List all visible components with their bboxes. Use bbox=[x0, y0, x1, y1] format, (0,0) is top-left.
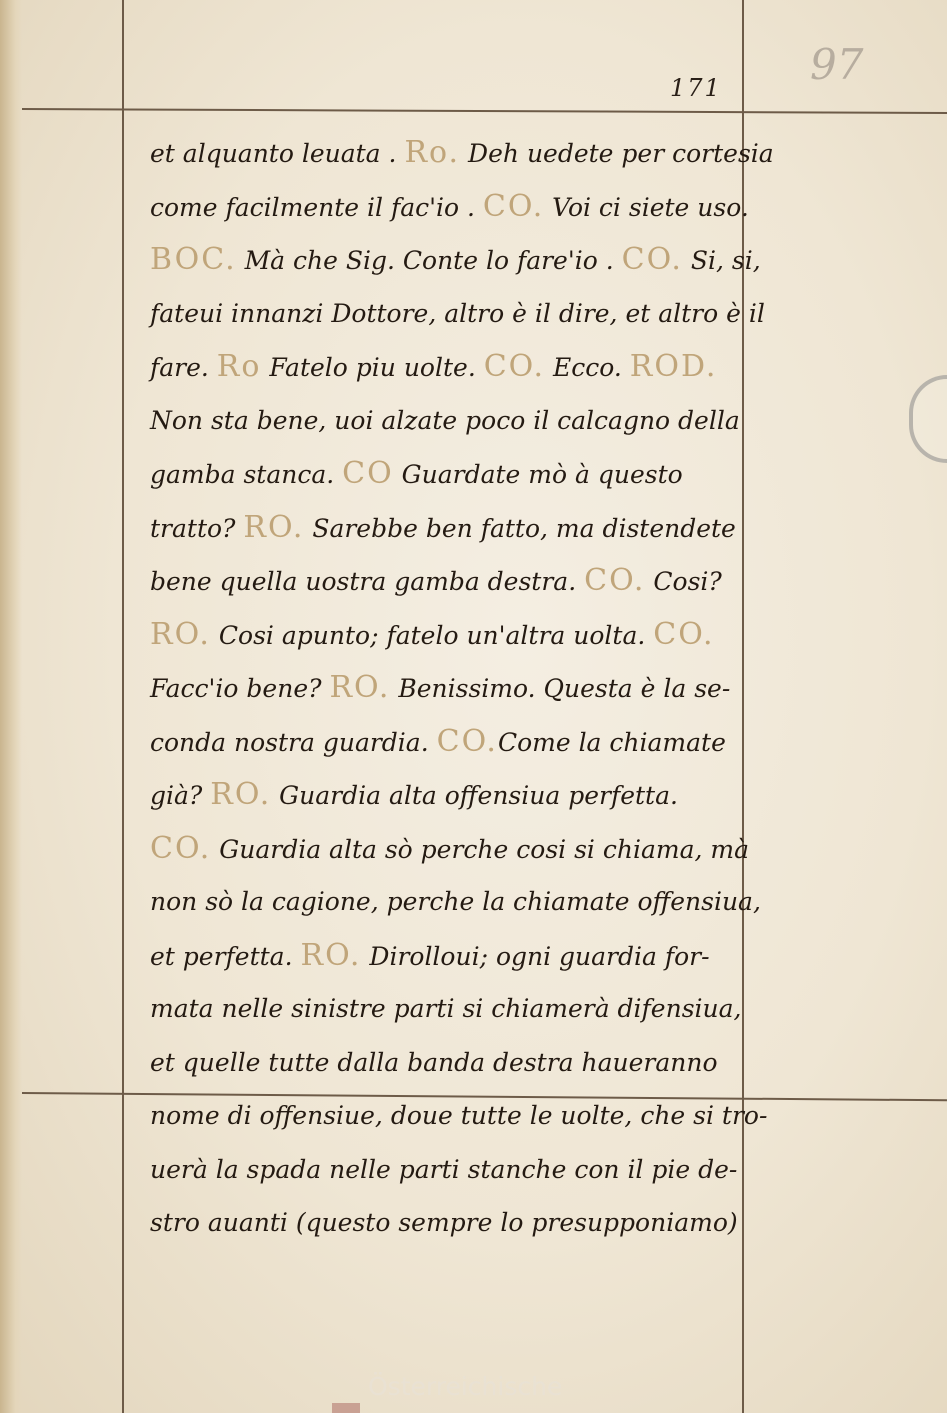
line-text: et perfetta. bbox=[150, 941, 301, 971]
text-line bbox=[150, 929, 740, 983]
pencil-folio-number: 97 bbox=[810, 40, 864, 89]
speaker-abbreviation: RO. bbox=[243, 509, 305, 545]
line-text: et alquanto leuata . bbox=[150, 139, 405, 168]
text-line bbox=[150, 1196, 740, 1250]
line-text: mata nelle sinistre parti si chiamerà difensiua, bbox=[150, 994, 742, 1023]
text-line bbox=[150, 982, 740, 1036]
speaker-abbreviation: CO bbox=[342, 456, 394, 491]
text-line bbox=[150, 661, 740, 715]
line-text: gamba stanca. bbox=[150, 460, 343, 489]
line-text: nome di offensiue, doue tutte le uolte, che si tro- bbox=[150, 1101, 768, 1130]
line-text: bene quella uostra gamba destra. bbox=[150, 567, 585, 596]
text-line bbox=[150, 340, 740, 394]
speaker-abbreviation: CO. bbox=[436, 723, 498, 759]
speaker-abbreviation: RO. bbox=[210, 777, 272, 812]
line-text: Guardia alta offensiua perfetta. bbox=[271, 781, 678, 810]
line-text: Facc'io bene? bbox=[150, 674, 330, 703]
text-line bbox=[150, 180, 749, 234]
text-line bbox=[150, 554, 740, 608]
text-line bbox=[150, 126, 774, 180]
line-text: et quelle tutte dalla banda destra haueranno bbox=[150, 1047, 718, 1077]
speaker-abbreviation: RO. bbox=[150, 616, 211, 652]
text-line bbox=[150, 287, 765, 341]
line-text: Non sta bene, uoi alzate poco il calcagno della bbox=[150, 405, 740, 435]
line-text: Si, si, bbox=[682, 246, 761, 275]
speaker-abbreviation: RO. bbox=[300, 937, 362, 973]
text-line bbox=[150, 1036, 740, 1090]
line-text: fare. bbox=[150, 353, 217, 382]
line-text: fateui innanzi Dottore, altro è il dire, et altro è il bbox=[150, 298, 765, 328]
line-text: uerà la spada nelle parti stanche con il pie de- bbox=[150, 1154, 738, 1184]
line-text: tratto? bbox=[150, 513, 244, 543]
line-text: Voi ci siete uso. bbox=[544, 192, 749, 222]
library-watermark: Österreichische bbox=[368, 1372, 563, 1401]
speaker-abbreviation: Ro bbox=[216, 349, 262, 384]
line-text: Cosi? bbox=[645, 567, 722, 596]
speaker-abbreviation: CO. bbox=[150, 830, 212, 866]
speaker-abbreviation: BOC. bbox=[150, 242, 237, 277]
line-text: Come la chiamate bbox=[497, 727, 726, 757]
speaker-abbreviation: ROD. bbox=[629, 349, 718, 384]
text-line bbox=[150, 447, 740, 501]
text-line bbox=[150, 822, 749, 876]
text-line bbox=[150, 875, 761, 929]
top-margin-rule bbox=[22, 108, 947, 114]
speaker-abbreviation: CO. bbox=[653, 616, 715, 652]
text-line bbox=[150, 608, 740, 662]
line-text: Dirolloui; ogni guardia for- bbox=[361, 941, 710, 971]
text-line bbox=[150, 1143, 740, 1197]
line-text: Cosi apunto; fatelo un'altra uolta. bbox=[210, 620, 654, 650]
line-text: Guardia alta sò perche cosi si chiama, mà bbox=[211, 834, 749, 864]
speaker-abbreviation: CO. bbox=[483, 349, 546, 384]
page-edge-shadow bbox=[0, 0, 22, 1413]
text-line bbox=[150, 768, 740, 822]
line-text: Sarebbe ben fatto, ma distendete bbox=[304, 513, 736, 543]
speaker-abbreviation: CO. bbox=[584, 563, 646, 598]
text-line bbox=[150, 501, 740, 555]
manuscript-text bbox=[150, 126, 774, 1237]
speaker-abbreviation: Ro. bbox=[404, 135, 461, 170]
text-line bbox=[150, 715, 740, 769]
text-line bbox=[150, 394, 740, 448]
speaker-abbreviation: CO. bbox=[482, 188, 545, 224]
line-text: Deh uedete per cortesia bbox=[460, 139, 774, 168]
line-text: Ecco. bbox=[545, 353, 630, 382]
watermark-logo bbox=[332, 1403, 360, 1413]
line-text: Benissimo. Questa è la se- bbox=[390, 674, 731, 703]
folio-number: 171 bbox=[670, 74, 722, 102]
line-text: Mà che Sig. Conte lo fare'io . bbox=[236, 246, 622, 275]
line-text: come facilmente il fac'io . bbox=[150, 192, 483, 222]
paper-clip-icon bbox=[909, 375, 947, 463]
line-text: già? bbox=[150, 781, 211, 810]
line-text: Guardate mò à questo bbox=[393, 460, 683, 489]
line-text: conda nostra guardia. bbox=[150, 727, 437, 757]
text-line bbox=[150, 233, 761, 287]
line-text: non sò la cagione, perche la chiamate offensiua, bbox=[150, 887, 761, 916]
left-margin-rule bbox=[122, 0, 124, 1413]
speaker-abbreviation: CO. bbox=[621, 242, 683, 277]
text-line bbox=[150, 1089, 768, 1143]
line-text: Fatelo piu uolte. bbox=[261, 353, 484, 382]
line-text: stro auanti (questo sempre lo presupponiamo) bbox=[150, 1208, 738, 1237]
speaker-abbreviation: RO. bbox=[329, 670, 391, 705]
